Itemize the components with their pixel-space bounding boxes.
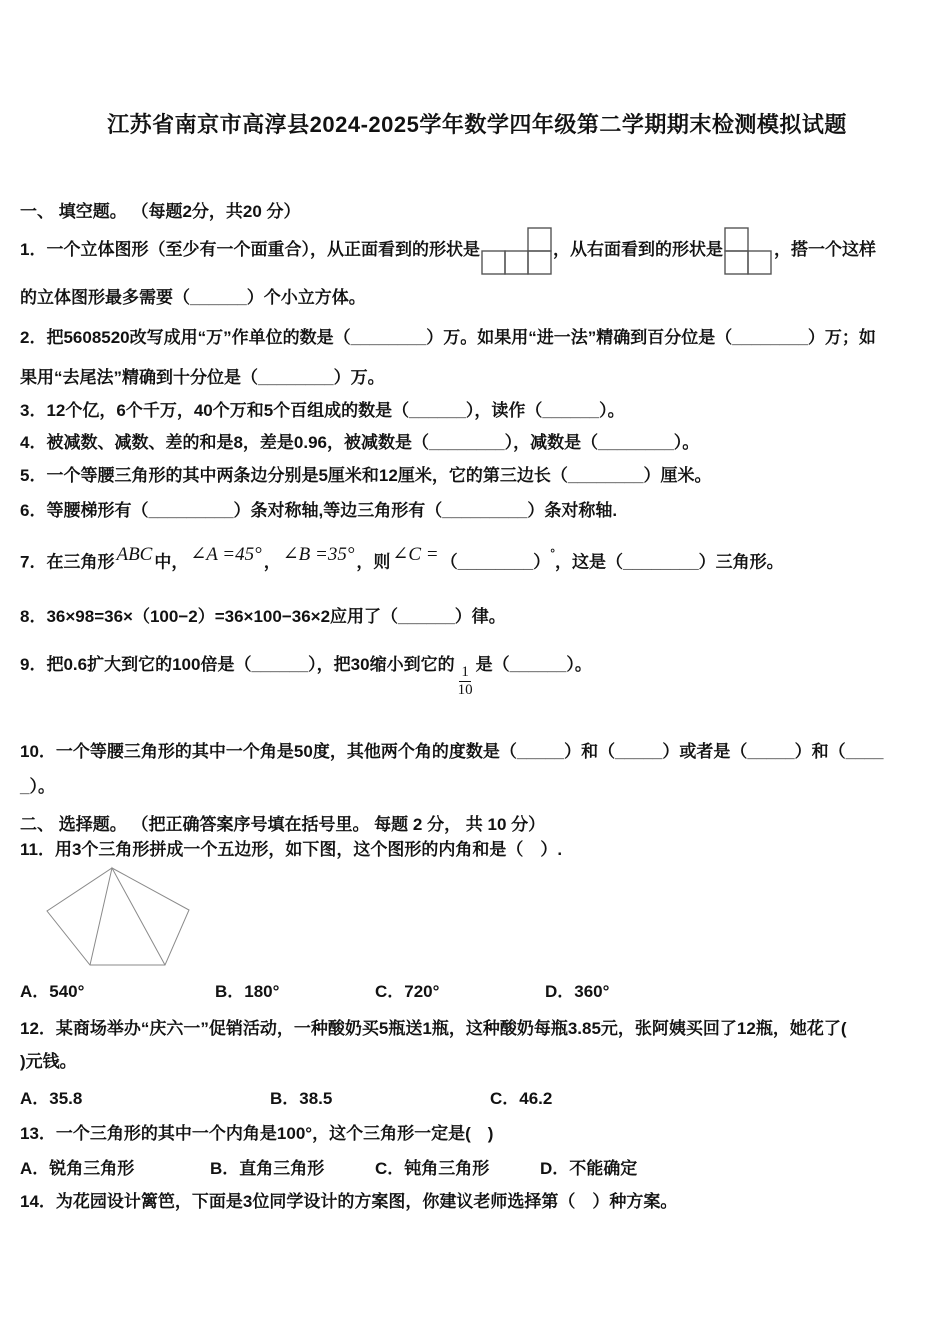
- q12-option-a: A．35.8: [20, 1089, 83, 1109]
- q7-text-6: ，这是（________）三角形。: [555, 552, 784, 572]
- q11-option-d: D．360°: [545, 982, 610, 1002]
- question-9: [20, 655, 934, 700]
- q9-fraction-one-tenth: [458, 664, 473, 700]
- question-11-figure-block: [42, 865, 934, 969]
- question-13: 13．一个三角形的其中一个内角是100°，这个三角形一定是( ): [20, 1124, 494, 1144]
- question-1-line-1: [20, 224, 934, 276]
- right-view-cubes-figure: [724, 226, 773, 275]
- q7-text-2: 中，: [154, 552, 189, 572]
- pentagon-divided-into-triangles-figure: [42, 865, 194, 969]
- section2-heading: 二、 选择题。 （把正确答案序号填在括号里。 每题 2 分， 共 10 分）: [20, 815, 546, 835]
- question-12-options: [20, 1089, 934, 1109]
- q11-option-b: B．180°: [215, 982, 280, 1002]
- question-10-line-2: _）。: [20, 777, 55, 797]
- question-2-line-2: 果用“去尾法”精确到十分位是（________）万。: [20, 368, 385, 388]
- q13-option-d: D．不能确定: [540, 1159, 638, 1179]
- q13-option-c: C．钝角三角形: [375, 1159, 490, 1179]
- q7-degree-symbol: °: [550, 546, 556, 561]
- q13-option-a: A．锐角三角形: [20, 1159, 135, 1179]
- q12-option-c: C．46.2: [490, 1089, 553, 1109]
- q7-math-angle-a: ∠A =45°: [190, 543, 262, 565]
- q9-fraction-numerator: 1: [459, 664, 471, 682]
- q7-blank: （________）: [440, 552, 551, 572]
- question-3: 3．12个亿，6个千万，40个万和5个百组成的数是（______），读作（______）。: [20, 401, 625, 421]
- q7-text-4: ，则: [356, 552, 391, 572]
- question-8: 8．36×98=36×（100−2）=36×100−36×2应用了（______）律。: [20, 606, 506, 626]
- section1-heading: 一、 填空题。 （每题2分，共20 分）: [20, 202, 301, 221]
- question-7: [20, 543, 934, 573]
- question-2-line-1: 2．把5608520改写成用“万”作单位的数是（________）万。如果用“进一法”精确到百分位是（________）万；如: [20, 328, 876, 348]
- q13-option-b: B．直角三角形: [210, 1159, 325, 1179]
- question-6: 6．等腰梯形有（_________）条对称轴,等边三角形有（_________）条对称轴.: [20, 501, 618, 521]
- q12-option-b: B．38.5: [270, 1089, 333, 1109]
- question-12-line-2: )元钱。: [20, 1052, 77, 1072]
- q7-text-1: 7．在三角形: [20, 552, 115, 572]
- question-5: 5．一个等腰三角形的其中两条边分别是5厘米和12厘米，它的第三边长（________）厘米。: [20, 466, 712, 486]
- q7-math-angle-b: ∠B =35°: [282, 543, 355, 565]
- q7-math-angle-c: ∠C =: [392, 543, 439, 565]
- question-12-line-1: 12．某商场举办“庆六一”促销活动，一种酸奶买5瓶送1瓶，这种酸奶每瓶3.85元，张阿姨买回了12瓶，她花了(: [20, 1019, 847, 1039]
- q9-fraction-denominator: 10: [457, 681, 473, 698]
- page-title: 江苏省南京市高淳县2024-2025学年数学四年级第二学期期末检测模拟试题: [107, 112, 847, 137]
- question-1-line-2: 的立体图形最多需要（______）个小立方体。: [20, 288, 366, 308]
- q9-text-1: 9．把0.6扩大到它的100倍是（______），把30缩小到它的: [20, 654, 455, 674]
- q7-math-abc: ABC: [116, 543, 153, 565]
- question-4: 4．被减数、减数、差的和是8，差是0.96，被减数是（________），减数是（________）。: [20, 433, 700, 453]
- q1-text-between-shapes: ，从右面看到的形状是: [552, 240, 723, 259]
- question-10-line-1: 10．一个等腰三角形的其中一个角是50度，其他两个角的度数是（_____）和（_____）或者是（_____）和（____: [20, 742, 884, 762]
- question-13-options: [20, 1159, 934, 1179]
- q9-text-2: 是（______）。: [475, 654, 592, 674]
- q11-option-c: C．720°: [375, 982, 440, 1002]
- q11-option-a: A．540°: [20, 982, 85, 1002]
- q1-text-before-front-shape: 1．一个立体图形（至少有一个面重合），从正面看到的形状是: [20, 240, 480, 259]
- q1-text-after-shapes: ，搭一个这样: [773, 240, 876, 259]
- question-11: 11．用3个三角形拼成一个五边形，如下图，这个图形的内角和是（ ）.: [20, 840, 563, 860]
- q7-text-3: ，: [263, 552, 281, 572]
- question-11-options: [20, 982, 934, 1002]
- front-view-cubes-figure: [481, 225, 552, 276]
- question-14: 14．为花园设计篱笆，下面是3位同学设计的方案图，你建议老师选择第（ ）种方案。: [20, 1192, 678, 1212]
